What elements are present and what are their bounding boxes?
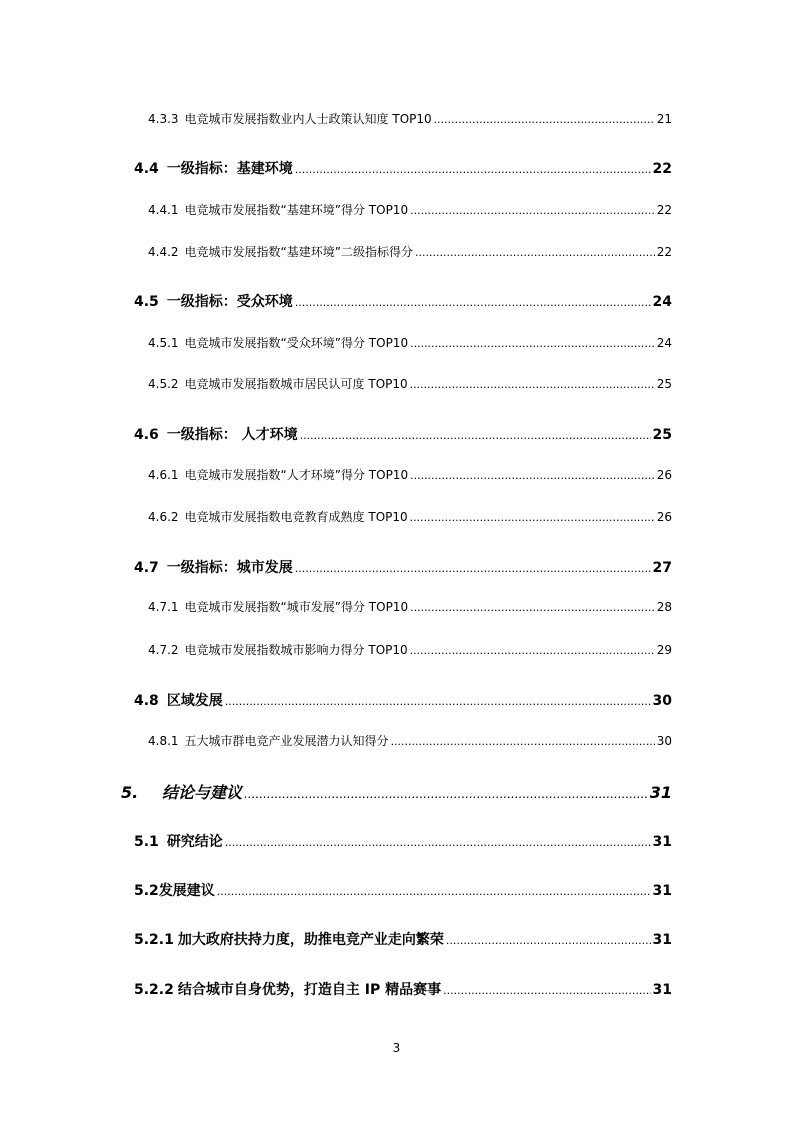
toc-leader: [446, 934, 651, 947]
toc-title: 区域发展: [166, 693, 223, 709]
toc-number: 5.2.1: [134, 932, 174, 948]
toc-leader: [225, 836, 651, 849]
toc-page-number: 24: [656, 336, 672, 350]
toc-leader: [410, 601, 655, 614]
toc-number: 4.7: [134, 560, 159, 576]
toc-entry-4-6[interactable]: [134, 424, 672, 444]
toc-title: 电竞城市发展指数业内人士政策认知度 TOP10: [184, 112, 432, 126]
toc-entry-5-1[interactable]: [134, 831, 672, 851]
toc-number: 4.5: [134, 294, 159, 310]
toc-entry-4-7-2[interactable]: [148, 641, 672, 658]
toc-leader: [410, 644, 655, 657]
toc-entry-4-4-2[interactable]: [148, 243, 672, 260]
toc-number: 4.3.3: [148, 112, 179, 126]
toc-entry-4-7[interactable]: [134, 557, 672, 577]
toc-number: 4.6.2: [148, 510, 179, 524]
toc-number: 5.1: [134, 834, 159, 850]
toc-leader: [410, 469, 655, 482]
toc-title: 电竞城市发展指数“受众环境”得分 TOP10: [184, 336, 409, 350]
toc-page-number: 21: [656, 112, 672, 126]
toc-number: 5.: [121, 783, 139, 802]
toc-title: 一级指标：基建环境: [166, 161, 293, 177]
toc-title: 电竞城市发展指数城市居民认可度 TOP10: [184, 377, 408, 391]
toc-leader: [295, 163, 651, 176]
toc-page-number: 26: [656, 510, 672, 524]
toc-number: 4.4: [134, 161, 159, 177]
toc-page-number: 27: [652, 560, 672, 576]
toc-entry-4-6-1[interactable]: [148, 466, 672, 483]
toc-number: 4.4.2: [148, 245, 179, 259]
toc-page-number: 30: [652, 693, 672, 709]
toc-title: 一级指标： 人才环境: [166, 427, 298, 443]
toc-number: 5.2: [134, 883, 159, 899]
toc-leader: [415, 246, 655, 259]
toc-page-number: 22: [656, 245, 672, 259]
toc-leader: [300, 429, 651, 442]
toc-page-number: 22: [652, 161, 672, 177]
toc-leader: [410, 337, 655, 350]
toc-leader: [410, 204, 655, 217]
toc-number: 4.6: [134, 427, 159, 443]
toc-number: 4.5.2: [148, 377, 179, 391]
toc-page-number: 25: [656, 377, 672, 391]
toc-leader: [391, 735, 655, 748]
toc-page-number: 31: [652, 883, 672, 899]
toc-entry-5-2-1[interactable]: [134, 929, 672, 949]
toc-leader: [295, 562, 651, 575]
toc-entry-4-3-3[interactable]: [148, 110, 672, 127]
toc-title: 电竞城市发展指数“基建环境”得分 TOP10: [184, 203, 409, 217]
toc-leader: [225, 695, 651, 708]
toc-title: 电竞城市发展指数城市影响力得分 TOP10: [184, 643, 408, 657]
toc-entry-4-5[interactable]: [134, 291, 672, 311]
toc-number: 4.7.1: [148, 600, 179, 614]
toc-entry-5-2-2[interactable]: [134, 979, 672, 999]
toc-title: 发展建议: [158, 883, 215, 899]
toc-title: 电竞城市发展指数“城市发展”得分 TOP10: [184, 600, 409, 614]
toc-number: 5.2.2: [134, 982, 174, 998]
toc-page-number: 22: [656, 203, 672, 217]
toc-leader: [244, 787, 648, 801]
toc-title: 电竞城市发展指数“人才环境”得分 TOP10: [184, 468, 409, 482]
toc-title: 加大政府扶持力度，助推电竞产业走向繁荣: [177, 932, 444, 948]
toc-page-number: 31: [652, 834, 672, 850]
toc-number: 4.4.1: [148, 203, 179, 217]
toc-page-number: 31: [652, 932, 672, 948]
toc-number: 4.8.1: [148, 734, 179, 748]
toc-leader: [217, 885, 651, 898]
page-number: 3: [392, 1041, 401, 1055]
toc-title: 一级指标：受众环境: [166, 294, 293, 310]
toc-page-number: 28: [656, 600, 672, 614]
toc-entry-4-8[interactable]: [134, 690, 672, 710]
toc-title: 一级指标：城市发展: [166, 560, 293, 576]
toc-page-number: 25: [652, 427, 672, 443]
toc-number: 4.6.1: [148, 468, 179, 482]
toc-number: 4.7.2: [148, 643, 179, 657]
toc-leader: [295, 296, 651, 309]
toc-title: 研究结论: [166, 834, 223, 850]
toc-entry-5[interactable]: [121, 780, 672, 803]
toc-number: 4.8: [134, 693, 159, 709]
toc-page-number: 29: [656, 643, 672, 657]
toc-leader: [410, 511, 655, 524]
toc-page-number: 26: [656, 468, 672, 482]
toc-entry-4-4[interactable]: [134, 158, 672, 178]
toc-page-number: 30: [656, 734, 672, 748]
toc-entry-5-2[interactable]: [134, 880, 672, 900]
toc-entry-4-7-1[interactable]: [148, 598, 672, 615]
toc-title: 结论与建议: [162, 783, 243, 802]
toc-title: 电竞城市发展指数“基建环境”二级指标得分: [184, 245, 413, 259]
toc-entry-4-4-1[interactable]: [148, 201, 672, 218]
toc-entry-4-8-1[interactable]: [148, 732, 672, 749]
toc-title: 结合城市自身优势，打造自主 IP 精品赛事: [177, 982, 442, 998]
toc-entry-4-5-1[interactable]: [148, 334, 672, 351]
toc-number: 4.5.1: [148, 336, 179, 350]
toc-entry-4-5-2[interactable]: [148, 375, 672, 392]
toc-leader: [443, 984, 650, 997]
toc-title: 电竞城市发展指数电竞教育成熟度 TOP10: [184, 510, 408, 524]
toc-page-number: 31: [652, 982, 672, 998]
toc-page-number: 24: [652, 294, 672, 310]
toc-entry-4-6-2[interactable]: [148, 508, 672, 525]
toc-page-number: 31: [649, 783, 672, 802]
toc-leader: [410, 378, 655, 391]
toc-title: 五大城市群电竞产业发展潜力认知得分: [184, 734, 389, 748]
toc-leader: [434, 113, 655, 126]
